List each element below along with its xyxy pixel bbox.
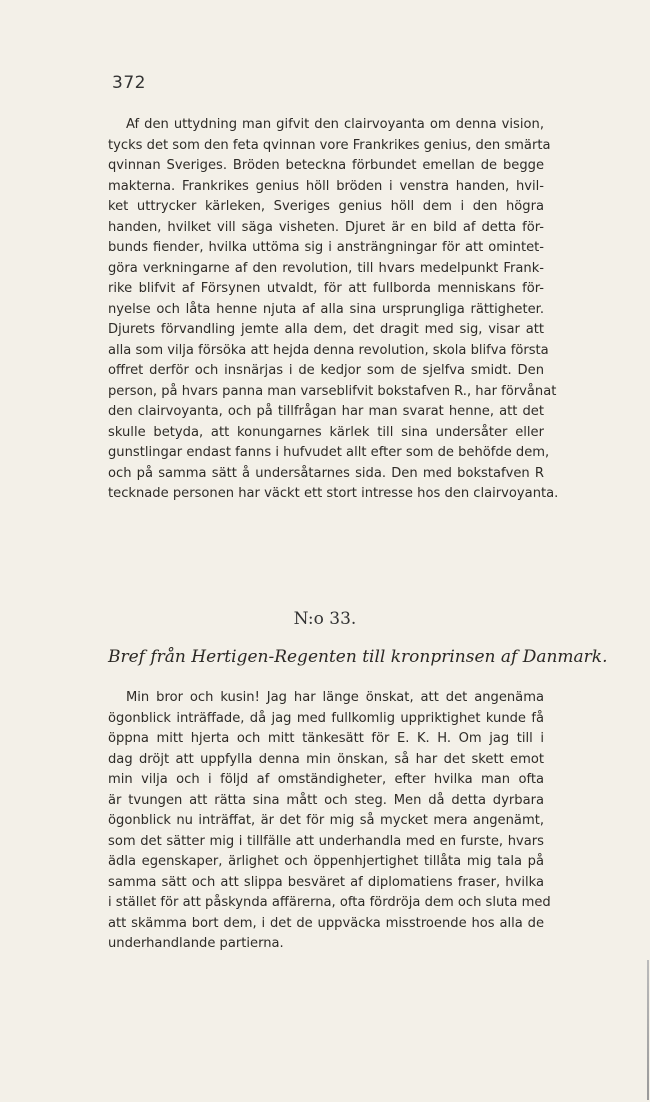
page-number: 372: [112, 73, 146, 93]
text-line: göra verkningarne af den revolution, till hvars medelpunkt Frank-: [108, 260, 544, 276]
text-line: bunds fiender, hvilka uttöma sig i ansträngningar för att omintet-: [108, 240, 544, 255]
text-line: tycks det som den feta qvinnan vore Frankrikes genius, den smärta: [108, 137, 551, 153]
text-line: makterna. Frankrikes genius höll bröden i venstra handen, hvil-: [108, 178, 544, 194]
text-line: öppna mitt hjerta och mitt tänkesätt för E. K. H. Om jag till i: [108, 731, 544, 746]
page-edge-mark: [647, 960, 649, 1100]
text-line: i stället för att påskynda affärerna, ofta fördröja dem och sluta med: [108, 895, 551, 910]
letter-title: Bref från Hertigen-Regenten till kronprinsen af Danmark.: [108, 647, 608, 667]
text-line: offret derför och insnärjas i de kedjor som de sjelfva smidt. Den: [108, 363, 544, 378]
text-line: Af den uttydning man gifvit den clairvoyanta om denna vision,: [126, 117, 544, 132]
text-line: gunstlingar endast fanns i hufvudet allt efter som de behöfde dem,: [108, 445, 550, 460]
paragraph-clairvoyant-interpretation: [108, 115, 559, 505]
text-line: Min bror och kusin! Jag har länge önskat, att det angenäma: [126, 690, 544, 705]
text-line: ädla egenskaper, ärlighet och öppenhjertighet tillåta mig tala på: [108, 854, 544, 869]
text-line: min vilja och i följd af omständigheter, efter hvilka man ofta: [108, 772, 544, 787]
text-line: underhandlande partierna.: [108, 936, 284, 951]
text-line: är tvungen att rätta sina mått och steg. Men då detta dyrbara: [108, 792, 544, 808]
text-line: som det sätter mig i tillfälle att underhandla med en furste, hvars: [108, 833, 544, 849]
text-line: samma sätt och att slippa besväret af diplomatiens fraser, hvilka: [108, 874, 544, 890]
text-line: att skämma bort dem, i det de uppväcka misstroende hos alla de: [108, 915, 544, 931]
text-line: nyelse och låta henne njuta af alla sina ursprungliga rättigheter.: [108, 301, 544, 317]
text-line: person, på hvars panna man varseblifvit bokstafven R., har förvånat: [108, 383, 557, 399]
text-line: och på samma sätt å undersåtarnes sida. Den med bokstafven R: [108, 465, 544, 481]
text-line: Djurets förvandling jemte alla dem, det dragit med sig, visar att: [108, 322, 544, 337]
section-number: N:o 33.: [293, 609, 357, 629]
text-line: ket uttrycker kärleken, Sveriges genius höll dem i den högra: [108, 199, 544, 214]
text-line: rike blifvit af Försynen utvaldt, för att fullborda menniskans för-: [108, 281, 544, 296]
text-line: ögonblick nu inträffat, är det för mig så mycket mera angenämt,: [108, 813, 544, 828]
text-line: alla som vilja försöka att hejda denna revolution, skola blifva första: [108, 342, 549, 358]
text-line: ögonblick inträffade, då jag med fullkomlig uppriktighet kunde få: [108, 710, 544, 726]
text-line: skulle betyda, att konungarnes kärlek till sina undersåter eller: [108, 424, 544, 440]
text-line: qvinnan Sveriges. Bröden beteckna förbundet emellan de begge: [108, 158, 544, 173]
text-line: den clairvoyanta, och på tillfrågan har man svarat henne, att det: [108, 404, 544, 419]
text-line: handen, hvilket vill säga visheten. Djuret är en bild af detta för-: [108, 219, 544, 235]
text-line: dag dröjt att uppfylla denna min önskan, så har det skett emot: [108, 751, 544, 767]
text-line: tecknade personen har väckt ett stort intresse hos den clairvoyanta.: [108, 486, 559, 501]
paragraph-letter-body: [108, 688, 551, 955]
